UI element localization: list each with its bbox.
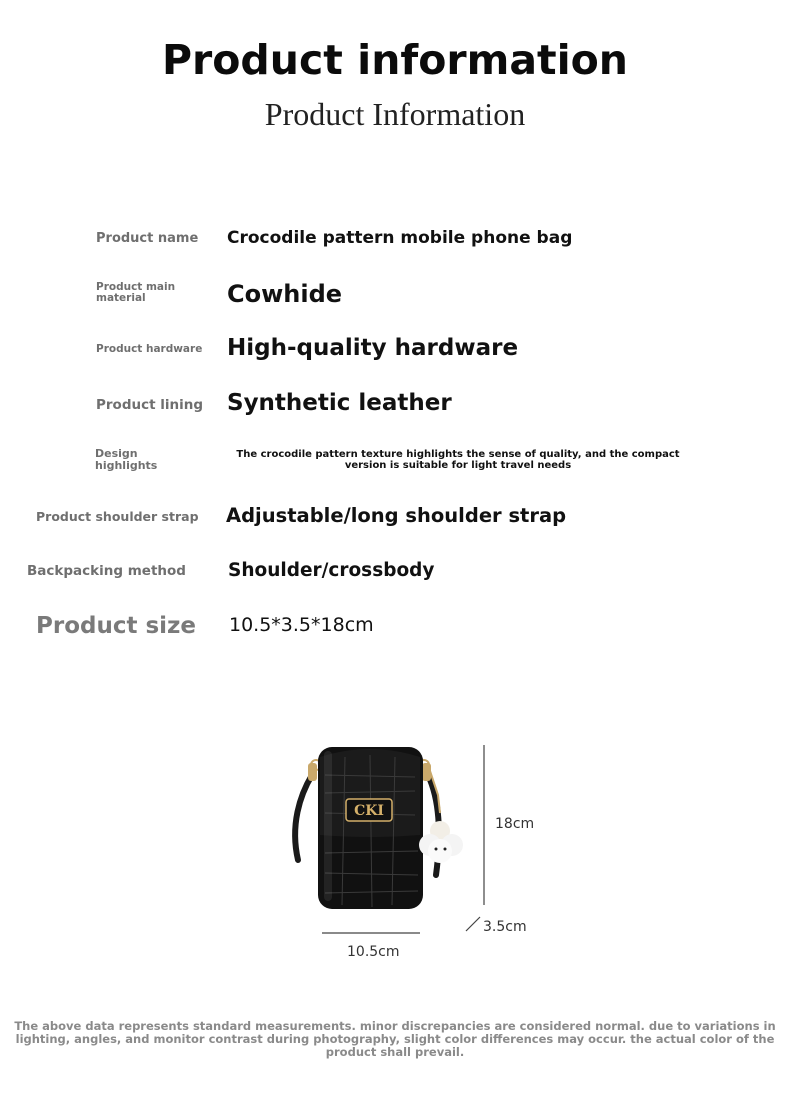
page-subtitle: Product Information bbox=[264, 96, 526, 132]
spec-label-material: Product main material bbox=[96, 281, 176, 304]
depth-label: 3.5cm bbox=[483, 919, 527, 935]
spec-label-hardware: Product hardware bbox=[96, 343, 203, 355]
spec-value-lining: Synthetic leather bbox=[227, 390, 452, 416]
spec-label-product-name: Product name bbox=[96, 231, 199, 246]
product-dimension-figure bbox=[270, 735, 560, 975]
spec-label-lining: Product lining bbox=[96, 397, 204, 413]
bag-illustration bbox=[270, 735, 560, 975]
spec-value-hardware: High-quality hardware bbox=[227, 335, 519, 361]
width-label: 10.5cm bbox=[347, 944, 400, 960]
cloud-charm-icon bbox=[419, 821, 463, 863]
spec-value-size: 10.5*3.5*18cm bbox=[229, 614, 374, 636]
page-title: Product information bbox=[161, 36, 628, 84]
bag-logo: CKI bbox=[354, 803, 384, 819]
spec-value-strap: Adjustable/long shoulder strap bbox=[226, 504, 567, 527]
spec-value-product-name: Crocodile pattern mobile phone bag bbox=[227, 228, 573, 248]
disclaimer-text: The above data represents standard measurements. minor discrepancies are considered normal. due to variations in lighting, angles, and monitor contrast during photography, slight color differences may occur. the actual color of the product shall prevail. bbox=[14, 1019, 776, 1059]
spec-label-highlights: Design highlights bbox=[95, 447, 158, 472]
spec-label-carry: Backpacking method bbox=[27, 563, 186, 579]
spec-value-highlights: The crocodile pattern texture highlights the sense of quality, and the compact version is suitable for light travel needs bbox=[236, 449, 680, 471]
height-label: 18cm bbox=[495, 816, 535, 832]
spec-label-strap: Product shoulder strap bbox=[36, 509, 199, 524]
spec-value-material: Cowhide bbox=[227, 280, 343, 308]
spec-label-size: Product size bbox=[36, 613, 197, 639]
spec-value-carry: Shoulder/crossbody bbox=[228, 560, 435, 581]
